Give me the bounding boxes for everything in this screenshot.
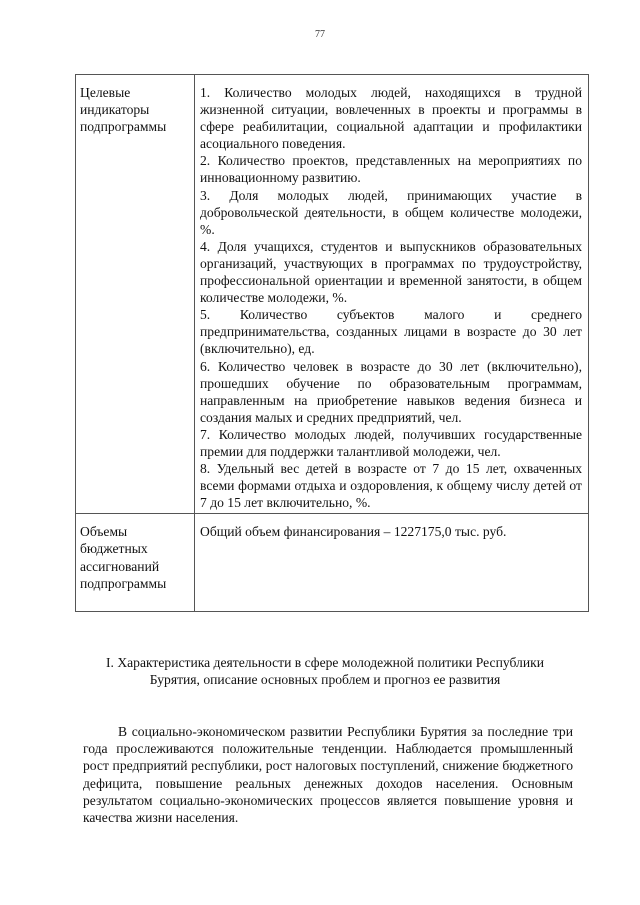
- funding-label: Объемы бюджетных ассигнований подпрограммы: [76, 514, 195, 612]
- table-row-indicators: [76, 75, 589, 514]
- indicator-item-3: 3. Доля молодых людей, принимающих участие в добровольческой деятельности, в общем количестве молодежи, %.: [200, 187, 582, 237]
- indicator-item-1: 1. Количество молодых людей, находящихся в трудной жизненной ситуации, вовлеченных в проекты и программы в сфере реабилитации, социальной адаптации и профилактики асоциального поведения.: [200, 85, 582, 152]
- indicator-item-4: 4. Доля учащихся, студентов и выпускников образовательных организаций, участвующих в программах по трудоустройству, профессиональной ориентации и временной занятости, в общем количестве молодежи, %.: [200, 238, 582, 306]
- indicators-label: Целевые индикаторы подпрограммы: [76, 75, 195, 514]
- indicator-item-5: 5. Количество субъектов малого и среднего предпринимательства, созданных лицами в возрасте до 30 лет (включительно), ед.: [200, 307, 582, 357]
- indicators-list: [195, 75, 589, 514]
- indicator-item-8: 8. Удельный вес детей в возрасте от 7 до 15 лет, охваченных всеми формами отдыха и оздоровления, к общему числу детей от 7 до 15 лет включительно, %.: [200, 461, 582, 511]
- page-number: 77: [315, 29, 325, 40]
- body-paragraph: В социально-экономическом развитии Республики Бурятия за последние три года прослеживаются положительные тенденции. Наблюдается промышленный рост предприятий республики, рост налоговых поступлений, снижение бюджетного дефицита, повышение реальных денежных доходов населения. Основным результатом социально-экономических процессов является повышение уровня и качества жизни населения.: [83, 724, 573, 826]
- indicator-item-7: 7. Количество молодых людей, получивших государственные премии для поддержки талантливой молодежи, чел.: [200, 426, 582, 459]
- section-heading: I. Характеристика деятельности в сфере молодежной политики Республики Бурятия, описание основных проблем и прогноз ее развития: [106, 655, 544, 687]
- table-row-funding: [76, 514, 589, 612]
- indicator-item-2: 2. Количество проектов, представленных на мероприятиях по инновационному развитию.: [200, 153, 582, 186]
- indicator-item-6: 6. Количество человек в возрасте до 30 лет (включительно), прошедших обучение по образовательным программам, направленным на приобретение навыков ведения бизнеса и создания малых и средних предприятий, чел.: [200, 358, 582, 425]
- funding-value: Общий объем финансирования – 1227175,0 тыс. руб.: [195, 514, 589, 612]
- subprogram-passport-table: [75, 74, 589, 612]
